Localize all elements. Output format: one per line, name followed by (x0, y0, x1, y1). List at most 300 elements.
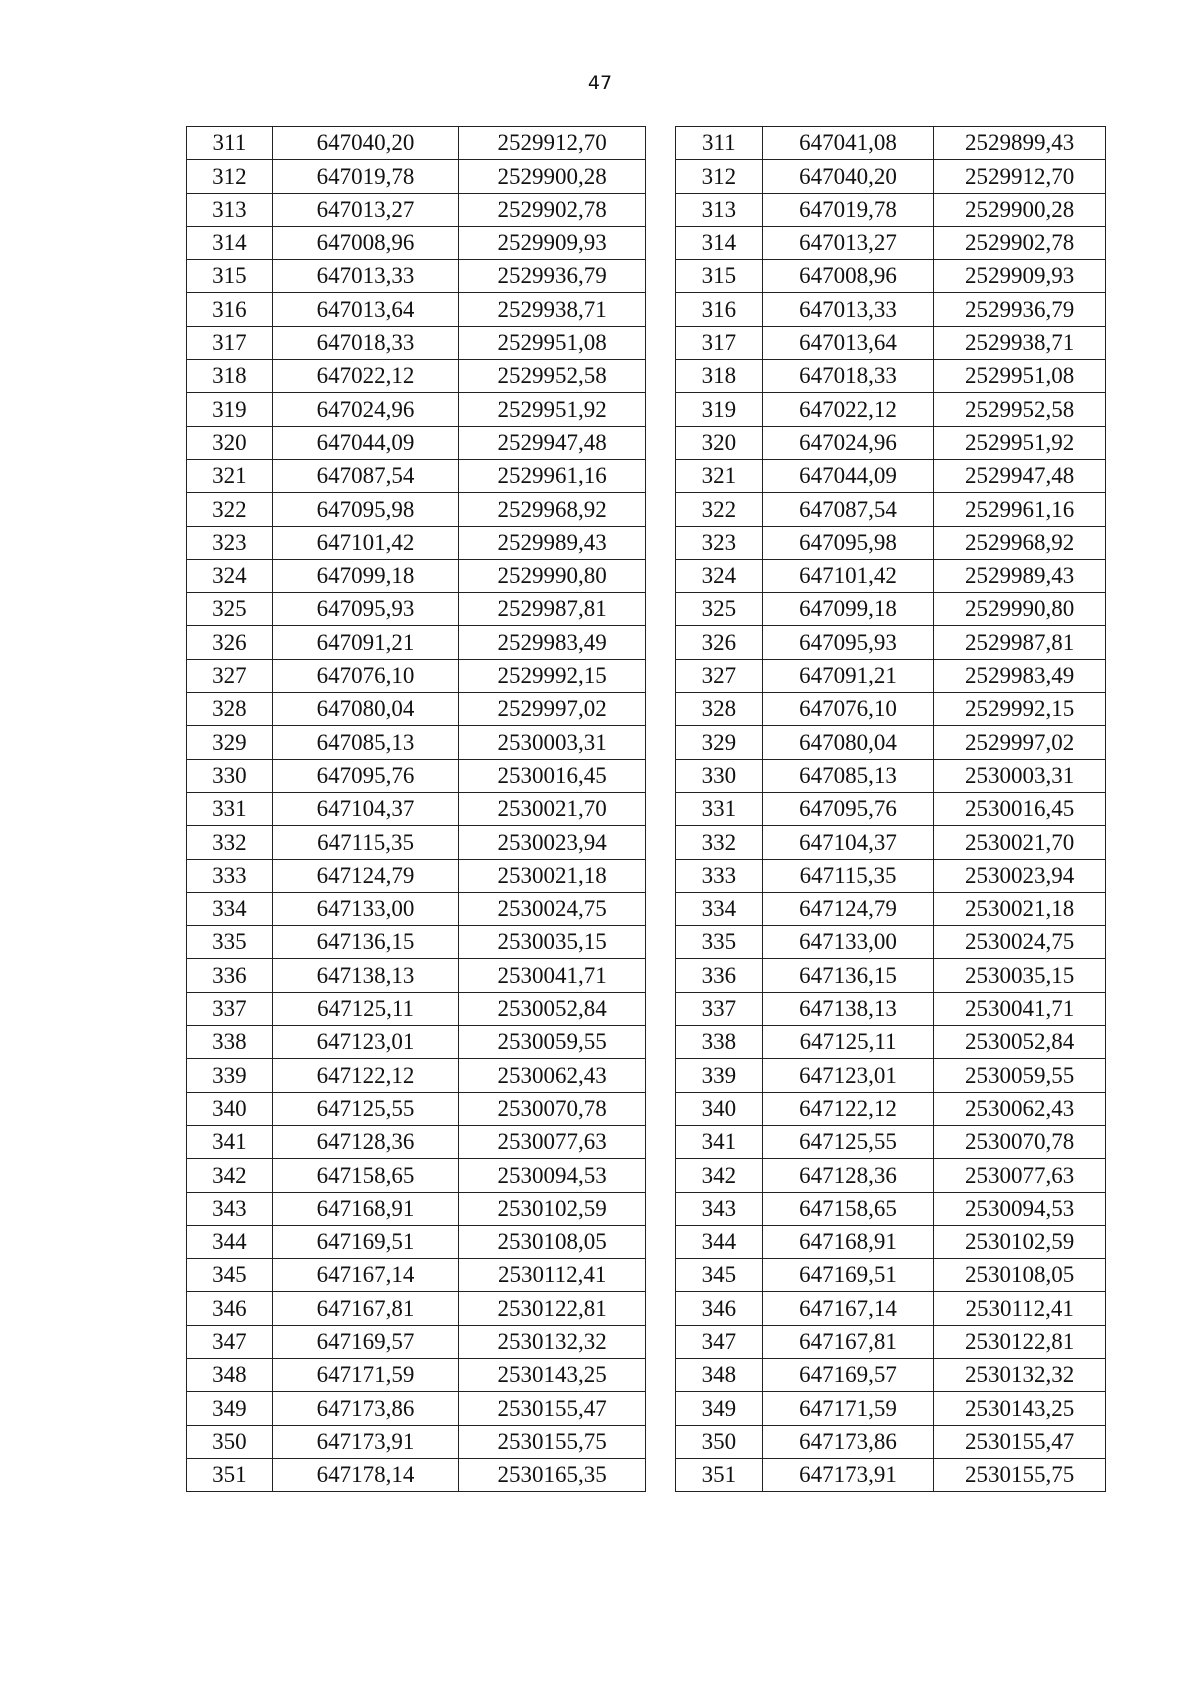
y-coordinate-cell: 2530062,43 (934, 1092, 1106, 1125)
table-row (676, 859, 1106, 892)
point-number-cell: 315 (187, 260, 273, 293)
point-number-cell: 342 (676, 1159, 763, 1192)
y-coordinate-cell: 2530112,41 (934, 1292, 1106, 1325)
table-row (187, 1425, 646, 1458)
point-number-cell: 321 (676, 459, 763, 492)
table-row (676, 1092, 1106, 1125)
x-coordinate-cell: 647133,00 (762, 926, 934, 959)
table-row (676, 193, 1106, 226)
y-coordinate-cell: 2530077,63 (934, 1159, 1106, 1192)
y-coordinate-cell: 2530041,71 (934, 992, 1106, 1025)
table-row (676, 693, 1106, 726)
point-number-cell: 328 (187, 693, 273, 726)
point-number-cell: 347 (676, 1325, 763, 1358)
y-coordinate-cell: 2530108,05 (934, 1259, 1106, 1292)
point-number-cell: 344 (676, 1225, 763, 1258)
x-coordinate-cell: 647138,13 (762, 992, 934, 1025)
y-coordinate-cell: 2530070,78 (459, 1092, 646, 1125)
x-coordinate-cell: 647173,86 (762, 1425, 934, 1458)
y-coordinate-cell: 2529997,02 (459, 693, 646, 726)
table-row (676, 1458, 1106, 1491)
y-coordinate-cell: 2530155,75 (459, 1425, 646, 1458)
x-coordinate-cell: 647013,27 (272, 193, 459, 226)
point-number-cell: 317 (187, 326, 273, 359)
y-coordinate-cell: 2529902,78 (459, 193, 646, 226)
point-number-cell: 325 (676, 593, 763, 626)
table-row (676, 1358, 1106, 1391)
x-coordinate-cell: 647085,13 (272, 726, 459, 759)
table-row (187, 193, 646, 226)
x-coordinate-cell: 647022,12 (762, 393, 934, 426)
table-row (187, 226, 646, 259)
table-row (676, 393, 1106, 426)
y-coordinate-cell: 2529947,48 (934, 459, 1106, 492)
x-coordinate-cell: 647125,11 (762, 1026, 934, 1059)
point-number-cell: 322 (187, 493, 273, 526)
point-number-cell: 338 (187, 1026, 273, 1059)
point-number-cell: 319 (676, 393, 763, 426)
x-coordinate-cell: 647124,79 (762, 892, 934, 925)
y-coordinate-cell: 2529987,81 (459, 593, 646, 626)
y-coordinate-cell: 2530059,55 (934, 1059, 1106, 1092)
x-coordinate-cell: 647013,33 (272, 260, 459, 293)
x-coordinate-cell: 647013,33 (762, 293, 934, 326)
table-row (676, 1059, 1106, 1092)
y-coordinate-cell: 2530143,25 (934, 1392, 1106, 1425)
y-coordinate-cell: 2529952,58 (459, 360, 646, 393)
table-row (676, 892, 1106, 925)
table-row (187, 1358, 646, 1391)
y-coordinate-cell: 2529951,92 (934, 426, 1106, 459)
table-row (187, 959, 646, 992)
point-number-cell: 349 (676, 1392, 763, 1425)
y-coordinate-cell: 2530112,41 (459, 1259, 646, 1292)
x-coordinate-cell: 647173,91 (272, 1425, 459, 1458)
y-coordinate-cell: 2529951,08 (459, 326, 646, 359)
x-coordinate-cell: 647178,14 (272, 1458, 459, 1491)
x-coordinate-cell: 647099,18 (762, 593, 934, 626)
x-coordinate-cell: 647091,21 (272, 626, 459, 659)
point-number-cell: 350 (676, 1425, 763, 1458)
x-coordinate-cell: 647018,33 (272, 326, 459, 359)
y-coordinate-cell: 2530165,35 (459, 1458, 646, 1491)
x-coordinate-cell: 647115,35 (762, 859, 934, 892)
y-coordinate-cell: 2530021,18 (459, 859, 646, 892)
y-coordinate-cell: 2529936,79 (459, 260, 646, 293)
table-row (187, 293, 646, 326)
x-coordinate-cell: 647087,54 (272, 459, 459, 492)
table-row (676, 493, 1106, 526)
x-coordinate-cell: 647040,20 (272, 127, 459, 160)
table-body (676, 127, 1106, 1492)
x-coordinate-cell: 647091,21 (762, 659, 934, 692)
table-row (187, 360, 646, 393)
table-row (676, 293, 1106, 326)
x-coordinate-cell: 647133,00 (272, 892, 459, 925)
table-row (676, 726, 1106, 759)
point-number-cell: 320 (187, 426, 273, 459)
y-coordinate-cell: 2529992,15 (459, 659, 646, 692)
y-coordinate-cell: 2529997,02 (934, 726, 1106, 759)
x-coordinate-cell: 647087,54 (762, 493, 934, 526)
x-coordinate-cell: 647122,12 (272, 1059, 459, 1092)
point-number-cell: 314 (187, 226, 273, 259)
x-coordinate-cell: 647125,55 (272, 1092, 459, 1125)
table-row (187, 759, 646, 792)
x-coordinate-cell: 647024,96 (272, 393, 459, 426)
y-coordinate-cell: 2529987,81 (934, 626, 1106, 659)
table-row (676, 160, 1106, 193)
y-coordinate-cell: 2529990,80 (934, 593, 1106, 626)
point-number-cell: 350 (187, 1425, 273, 1458)
y-coordinate-cell: 2529900,28 (934, 193, 1106, 226)
y-coordinate-cell: 2529938,71 (934, 326, 1106, 359)
x-coordinate-cell: 647169,57 (272, 1325, 459, 1358)
point-number-cell: 332 (676, 826, 763, 859)
y-coordinate-cell: 2529989,43 (459, 526, 646, 559)
point-number-cell: 330 (676, 759, 763, 792)
y-coordinate-cell: 2530035,15 (934, 959, 1106, 992)
table-row (187, 1259, 646, 1292)
table-row (676, 559, 1106, 592)
point-number-cell: 314 (676, 226, 763, 259)
y-coordinate-cell: 2529899,43 (934, 127, 1106, 160)
y-coordinate-cell: 2530108,05 (459, 1225, 646, 1258)
table-row (187, 1292, 646, 1325)
x-coordinate-cell: 647124,79 (272, 859, 459, 892)
table-row (676, 659, 1106, 692)
point-number-cell: 319 (187, 393, 273, 426)
table-body (187, 127, 646, 1492)
y-coordinate-cell: 2530023,94 (934, 859, 1106, 892)
point-number-cell: 342 (187, 1159, 273, 1192)
point-number-cell: 323 (187, 526, 273, 559)
table-row (187, 1192, 646, 1225)
point-number-cell: 315 (676, 260, 763, 293)
y-coordinate-cell: 2530023,94 (459, 826, 646, 859)
x-coordinate-cell: 647095,93 (762, 626, 934, 659)
table-row (187, 1059, 646, 1092)
table-row (676, 1225, 1106, 1258)
point-number-cell: 341 (187, 1125, 273, 1158)
point-number-cell: 326 (676, 626, 763, 659)
point-number-cell: 336 (676, 959, 763, 992)
point-number-cell: 316 (676, 293, 763, 326)
table-row (187, 593, 646, 626)
table-row (676, 459, 1106, 492)
y-coordinate-cell: 2530052,84 (934, 1026, 1106, 1059)
point-number-cell: 348 (187, 1358, 273, 1391)
table-row (187, 326, 646, 359)
point-number-cell: 318 (187, 360, 273, 393)
x-coordinate-cell: 647076,10 (762, 693, 934, 726)
point-number-cell: 324 (676, 559, 763, 592)
point-number-cell: 313 (187, 193, 273, 226)
point-number-cell: 337 (187, 992, 273, 1025)
table-row (676, 1392, 1106, 1425)
y-coordinate-cell: 2529912,70 (934, 160, 1106, 193)
x-coordinate-cell: 647158,65 (762, 1192, 934, 1225)
y-coordinate-cell: 2530035,15 (459, 926, 646, 959)
y-coordinate-cell: 2529951,92 (459, 393, 646, 426)
x-coordinate-cell: 647169,51 (272, 1225, 459, 1258)
table-row (187, 1458, 646, 1491)
y-coordinate-cell: 2529938,71 (459, 293, 646, 326)
table-row (676, 1159, 1106, 1192)
y-coordinate-cell: 2529947,48 (459, 426, 646, 459)
x-coordinate-cell: 647024,96 (762, 426, 934, 459)
x-coordinate-cell: 647099,18 (272, 559, 459, 592)
table-row (187, 693, 646, 726)
x-coordinate-cell: 647040,20 (762, 160, 934, 193)
x-coordinate-cell: 647080,04 (762, 726, 934, 759)
x-coordinate-cell: 647013,27 (762, 226, 934, 259)
y-coordinate-cell: 2529983,49 (934, 659, 1106, 692)
x-coordinate-cell: 647125,11 (272, 992, 459, 1025)
table-row (187, 859, 646, 892)
table-row (676, 992, 1106, 1025)
point-number-cell: 330 (187, 759, 273, 792)
y-coordinate-cell: 2530122,81 (934, 1325, 1106, 1358)
y-coordinate-cell: 2530003,31 (934, 759, 1106, 792)
table-row (187, 1092, 646, 1125)
table-row (187, 926, 646, 959)
y-coordinate-cell: 2529909,93 (459, 226, 646, 259)
table-row (676, 626, 1106, 659)
y-coordinate-cell: 2530062,43 (459, 1059, 646, 1092)
table-row (676, 426, 1106, 459)
point-number-cell: 349 (187, 1392, 273, 1425)
y-coordinate-cell: 2530016,45 (934, 792, 1106, 825)
y-coordinate-cell: 2530094,53 (459, 1159, 646, 1192)
y-coordinate-cell: 2530143,25 (459, 1358, 646, 1391)
y-coordinate-cell: 2530041,71 (459, 959, 646, 992)
point-number-cell: 326 (187, 626, 273, 659)
y-coordinate-cell: 2529983,49 (459, 626, 646, 659)
point-number-cell: 351 (676, 1458, 763, 1491)
point-number-cell: 332 (187, 826, 273, 859)
table-row (187, 559, 646, 592)
y-coordinate-cell: 2529936,79 (934, 293, 1106, 326)
x-coordinate-cell: 647022,12 (272, 360, 459, 393)
x-coordinate-cell: 647123,01 (762, 1059, 934, 1092)
table-row (676, 593, 1106, 626)
table-row (187, 992, 646, 1025)
x-coordinate-cell: 647044,09 (272, 426, 459, 459)
y-coordinate-cell: 2530016,45 (459, 759, 646, 792)
point-number-cell: 345 (676, 1259, 763, 1292)
point-number-cell: 327 (187, 659, 273, 692)
table-row (676, 326, 1106, 359)
y-coordinate-cell: 2530024,75 (459, 892, 646, 925)
y-coordinate-cell: 2529961,16 (934, 493, 1106, 526)
table-row (676, 959, 1106, 992)
x-coordinate-cell: 647080,04 (272, 693, 459, 726)
y-coordinate-cell: 2530059,55 (459, 1026, 646, 1059)
y-coordinate-cell: 2530003,31 (459, 726, 646, 759)
x-coordinate-cell: 647171,59 (762, 1392, 934, 1425)
table-row (676, 1125, 1106, 1158)
y-coordinate-cell: 2529968,92 (459, 493, 646, 526)
x-coordinate-cell: 647095,76 (762, 792, 934, 825)
x-coordinate-cell: 647167,14 (762, 1292, 934, 1325)
point-number-cell: 335 (187, 926, 273, 959)
table-row (187, 426, 646, 459)
point-number-cell: 331 (187, 792, 273, 825)
x-coordinate-cell: 647008,96 (762, 260, 934, 293)
point-number-cell: 348 (676, 1358, 763, 1391)
y-coordinate-cell: 2530077,63 (459, 1125, 646, 1158)
y-coordinate-cell: 2529968,92 (934, 526, 1106, 559)
x-coordinate-cell: 647138,13 (272, 959, 459, 992)
point-number-cell: 329 (187, 726, 273, 759)
x-coordinate-cell: 647044,09 (762, 459, 934, 492)
y-coordinate-cell: 2530052,84 (459, 992, 646, 1025)
x-coordinate-cell: 647018,33 (762, 360, 934, 393)
point-number-cell: 320 (676, 426, 763, 459)
point-number-cell: 341 (676, 1125, 763, 1158)
x-coordinate-cell: 647095,93 (272, 593, 459, 626)
x-coordinate-cell: 647095,76 (272, 759, 459, 792)
x-coordinate-cell: 647041,08 (762, 127, 934, 160)
point-number-cell: 311 (676, 127, 763, 160)
y-coordinate-cell: 2529912,70 (459, 127, 646, 160)
table-row (676, 926, 1106, 959)
y-coordinate-cell: 2529961,16 (459, 459, 646, 492)
table-row (676, 759, 1106, 792)
point-number-cell: 329 (676, 726, 763, 759)
point-number-cell: 312 (676, 160, 763, 193)
y-coordinate-cell: 2530102,59 (459, 1192, 646, 1225)
point-number-cell: 311 (187, 127, 273, 160)
y-coordinate-cell: 2529989,43 (934, 559, 1106, 592)
y-coordinate-cell: 2530070,78 (934, 1125, 1106, 1158)
point-number-cell: 340 (187, 1092, 273, 1125)
point-number-cell: 321 (187, 459, 273, 492)
point-number-cell: 345 (187, 1259, 273, 1292)
point-number-cell: 343 (187, 1192, 273, 1225)
x-coordinate-cell: 647169,57 (762, 1358, 934, 1391)
table-row (676, 1325, 1106, 1358)
table-row (187, 260, 646, 293)
x-coordinate-cell: 647013,64 (762, 326, 934, 359)
y-coordinate-cell: 2529990,80 (459, 559, 646, 592)
y-coordinate-cell: 2530021,70 (459, 792, 646, 825)
x-coordinate-cell: 647095,98 (762, 526, 934, 559)
y-coordinate-cell: 2530155,47 (934, 1425, 1106, 1458)
y-coordinate-cell: 2530132,32 (459, 1325, 646, 1358)
x-coordinate-cell: 647104,37 (272, 792, 459, 825)
point-number-cell: 339 (676, 1059, 763, 1092)
y-coordinate-cell: 2529909,93 (934, 260, 1106, 293)
y-coordinate-cell: 2530132,32 (934, 1358, 1106, 1391)
point-number-cell: 344 (187, 1225, 273, 1258)
point-number-cell: 343 (676, 1192, 763, 1225)
table-row (187, 1125, 646, 1158)
point-number-cell: 318 (676, 360, 763, 393)
x-coordinate-cell: 647101,42 (272, 526, 459, 559)
coordinates-table-right (675, 126, 1106, 1492)
point-number-cell: 336 (187, 959, 273, 992)
y-coordinate-cell: 2530102,59 (934, 1225, 1106, 1258)
table-row (187, 1159, 646, 1192)
table-row (676, 226, 1106, 259)
x-coordinate-cell: 647123,01 (272, 1026, 459, 1059)
point-number-cell: 324 (187, 559, 273, 592)
point-number-cell: 334 (187, 892, 273, 925)
table-row (187, 626, 646, 659)
x-coordinate-cell: 647158,65 (272, 1159, 459, 1192)
x-coordinate-cell: 647019,78 (762, 193, 934, 226)
point-number-cell: 334 (676, 892, 763, 925)
y-coordinate-cell: 2530021,18 (934, 892, 1106, 925)
point-number-cell: 338 (676, 1026, 763, 1059)
y-coordinate-cell: 2529951,08 (934, 360, 1106, 393)
y-coordinate-cell: 2530155,75 (934, 1458, 1106, 1491)
point-number-cell: 333 (187, 859, 273, 892)
point-number-cell: 346 (676, 1292, 763, 1325)
x-coordinate-cell: 647168,91 (762, 1225, 934, 1258)
point-number-cell: 337 (676, 992, 763, 1025)
y-coordinate-cell: 2530021,70 (934, 826, 1106, 859)
x-coordinate-cell: 647125,55 (762, 1125, 934, 1158)
table-row (187, 1392, 646, 1425)
point-number-cell: 346 (187, 1292, 273, 1325)
table-row (676, 1026, 1106, 1059)
table-row (676, 260, 1106, 293)
point-number-cell: 322 (676, 493, 763, 526)
x-coordinate-cell: 647013,64 (272, 293, 459, 326)
x-coordinate-cell: 647173,86 (272, 1392, 459, 1425)
y-coordinate-cell: 2529902,78 (934, 226, 1106, 259)
table-row (187, 826, 646, 859)
table-row (187, 127, 646, 160)
table-row (676, 526, 1106, 559)
table-row (187, 393, 646, 426)
table-row (187, 892, 646, 925)
table-row (187, 160, 646, 193)
x-coordinate-cell: 647095,98 (272, 493, 459, 526)
table-row (187, 659, 646, 692)
x-coordinate-cell: 647171,59 (272, 1358, 459, 1391)
x-coordinate-cell: 647168,91 (272, 1192, 459, 1225)
y-coordinate-cell: 2530094,53 (934, 1192, 1106, 1225)
table-row (676, 127, 1106, 160)
x-coordinate-cell: 647173,91 (762, 1458, 934, 1491)
point-number-cell: 351 (187, 1458, 273, 1491)
table-row (187, 1026, 646, 1059)
point-number-cell: 335 (676, 926, 763, 959)
table-row (676, 360, 1106, 393)
table-row (187, 459, 646, 492)
point-number-cell: 339 (187, 1059, 273, 1092)
point-number-cell: 323 (676, 526, 763, 559)
x-coordinate-cell: 647136,15 (272, 926, 459, 959)
point-number-cell: 325 (187, 593, 273, 626)
x-coordinate-cell: 647085,13 (762, 759, 934, 792)
y-coordinate-cell: 2529900,28 (459, 160, 646, 193)
x-coordinate-cell: 647128,36 (272, 1125, 459, 1158)
table-row (187, 792, 646, 825)
x-coordinate-cell: 647136,15 (762, 959, 934, 992)
point-number-cell: 333 (676, 859, 763, 892)
point-number-cell: 317 (676, 326, 763, 359)
x-coordinate-cell: 647169,51 (762, 1259, 934, 1292)
y-coordinate-cell: 2530122,81 (459, 1292, 646, 1325)
table-row (676, 826, 1106, 859)
x-coordinate-cell: 647128,36 (762, 1159, 934, 1192)
table-row (676, 1259, 1106, 1292)
